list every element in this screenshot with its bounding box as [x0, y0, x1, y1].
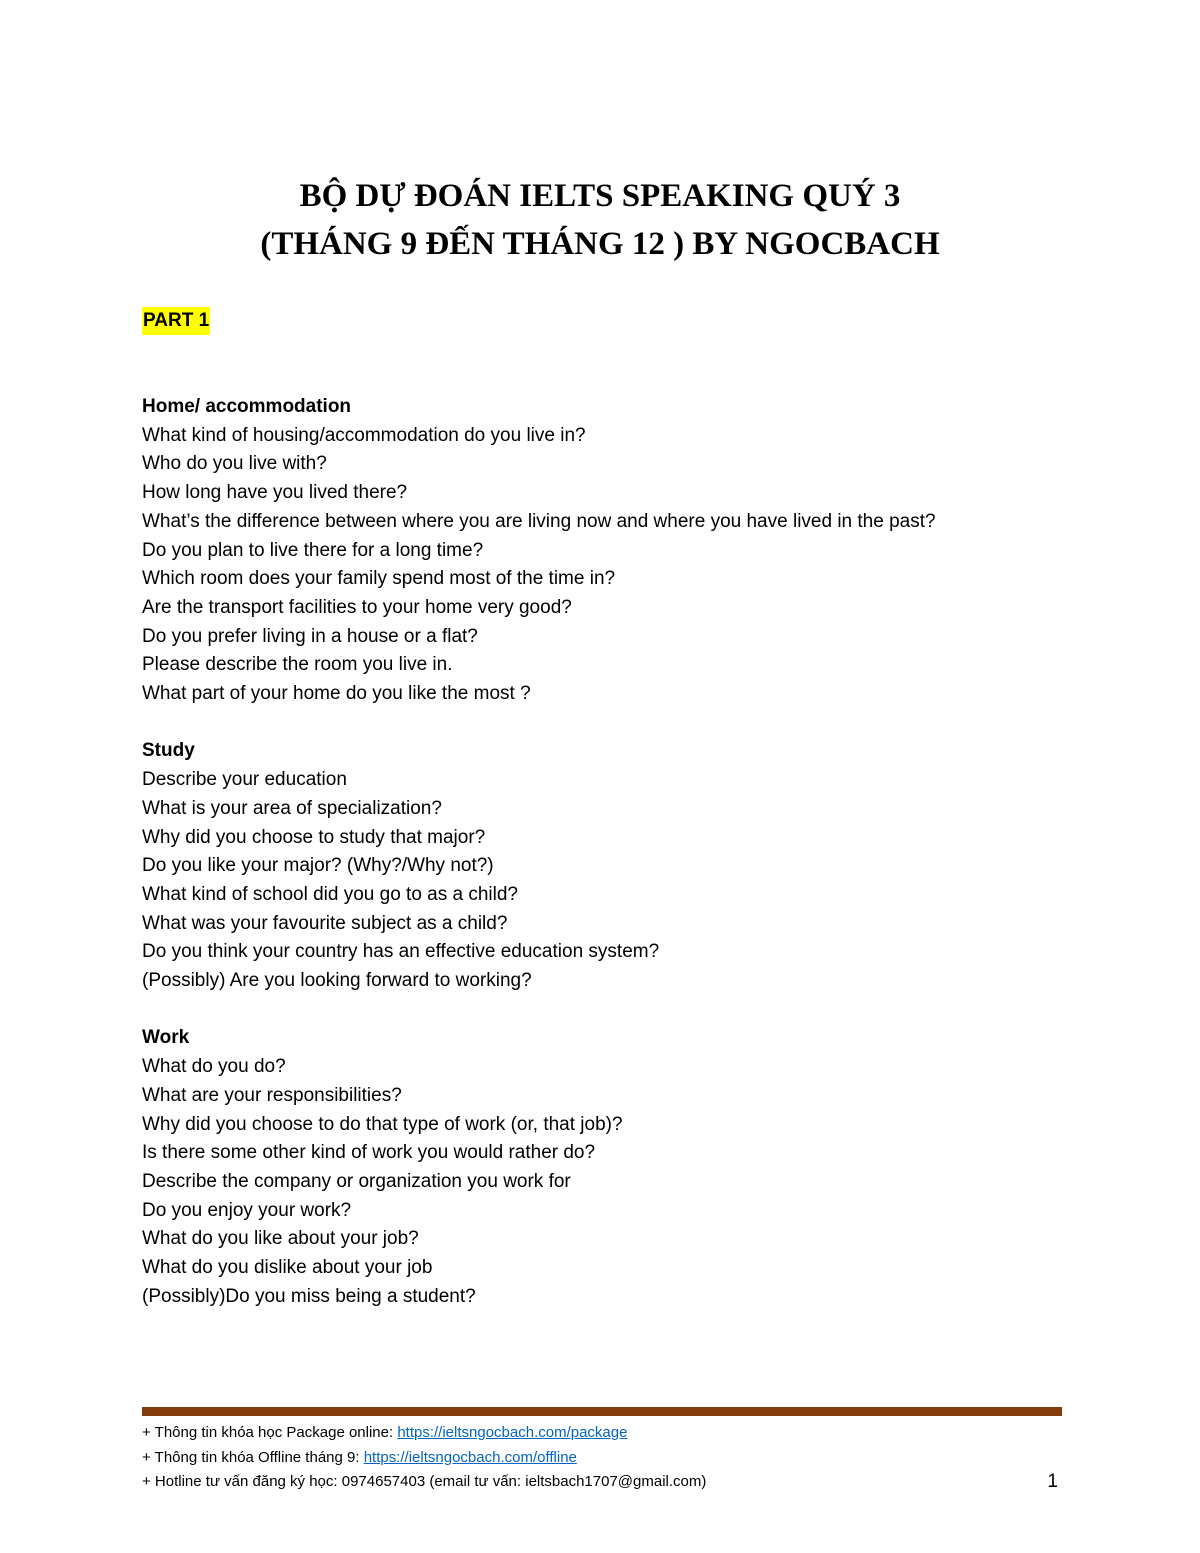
question-item: Why did you choose to study that major? [142, 826, 486, 848]
question-item: Is there some other kind of work you would rather do? [142, 1142, 596, 1164]
section-study [142, 737, 1102, 995]
section-heading: Home/ accommodation [142, 396, 352, 417]
title-line-1: BỘ DỰ ĐOÁN IELTS SPEAKING QUÝ 3 [299, 178, 901, 214]
section-heading: Work [142, 1027, 190, 1049]
title-line-2: (THÁNG 9 ĐẾN THÁNG 12 ) BY NGOCBACH [260, 226, 940, 262]
section-heading: Study [142, 740, 195, 762]
question-item: Describe your education [142, 769, 347, 791]
question-item: What are your responsibilities? [142, 1084, 402, 1106]
footer-package-label: + Thông tin khóa học Package online: [142, 1424, 398, 1441]
question-item: Do you plan to live there for a long time? [142, 539, 484, 561]
document-title [0, 172, 1200, 268]
question-item: Describe the company or organization you work for [142, 1170, 571, 1192]
question-item: Do you think your country has an effective education system? [142, 941, 660, 963]
section-home [142, 393, 1102, 709]
footer-offline-line [142, 1446, 1062, 1471]
question-item: What is your area of specialization? [142, 797, 442, 819]
page-footer [142, 1421, 1062, 1495]
part-label-highlighted: PART 1 [142, 307, 210, 335]
question-item: What was your favourite subject as a child? [142, 912, 508, 934]
question-item: Who do you live with? [142, 453, 327, 475]
footer-offline-label: + Thông tin khóa Offline tháng 9: [142, 1448, 364, 1466]
question-item: Do you prefer living in a house or a flat? [142, 625, 478, 647]
offline-link[interactable]: https://ieltsngocbach.com/offline [363, 1448, 577, 1466]
question-list [142, 766, 1102, 996]
footer-hotline-line: + Hotline tư vấn đăng ký học: 0974657403 (email tư vấn: ieltsbach1707@gmail.com) [142, 1473, 707, 1490]
question-item: Are the transport facilities to your home very good? [142, 596, 572, 618]
page-number: 1 [1047, 1471, 1058, 1492]
question-item: What kind of housing/accommodation do you live in? [142, 424, 586, 446]
question-item: What do you dislike about your job [142, 1257, 433, 1279]
question-item: Which room does your family spend most of the time in? [142, 568, 616, 590]
package-link[interactable]: https://ieltsngocbach.com/package [397, 1424, 628, 1441]
question-list [142, 1053, 1102, 1311]
question-sections [142, 393, 1102, 1340]
question-item: What part of your home do you like the most ? [142, 683, 531, 705]
question-item: What do you do? [142, 1056, 286, 1078]
question-item: What’s the difference between where you are living now and where you have lived in the past? [142, 510, 936, 532]
question-item: Do you like your major? (Why?/Why not?) [142, 855, 494, 877]
footer-divider [142, 1407, 1062, 1416]
question-list [142, 422, 1102, 709]
question-item: How long have you lived there? [142, 482, 408, 504]
question-item: (Possibly) Are you looking forward to working? [142, 970, 532, 992]
section-work [142, 1024, 1102, 1311]
question-item: What do you like about your job? [142, 1228, 419, 1250]
question-item: Do you enjoy your work? [142, 1199, 352, 1221]
footer-package-line [142, 1421, 1062, 1446]
question-item: What kind of school did you go to as a child? [142, 883, 519, 905]
question-item: Why did you choose to do that type of work (or, that job)? [142, 1113, 623, 1135]
question-item: (Possibly)Do you miss being a student? [142, 1285, 476, 1307]
question-item: Please describe the room you live in. [142, 654, 453, 676]
